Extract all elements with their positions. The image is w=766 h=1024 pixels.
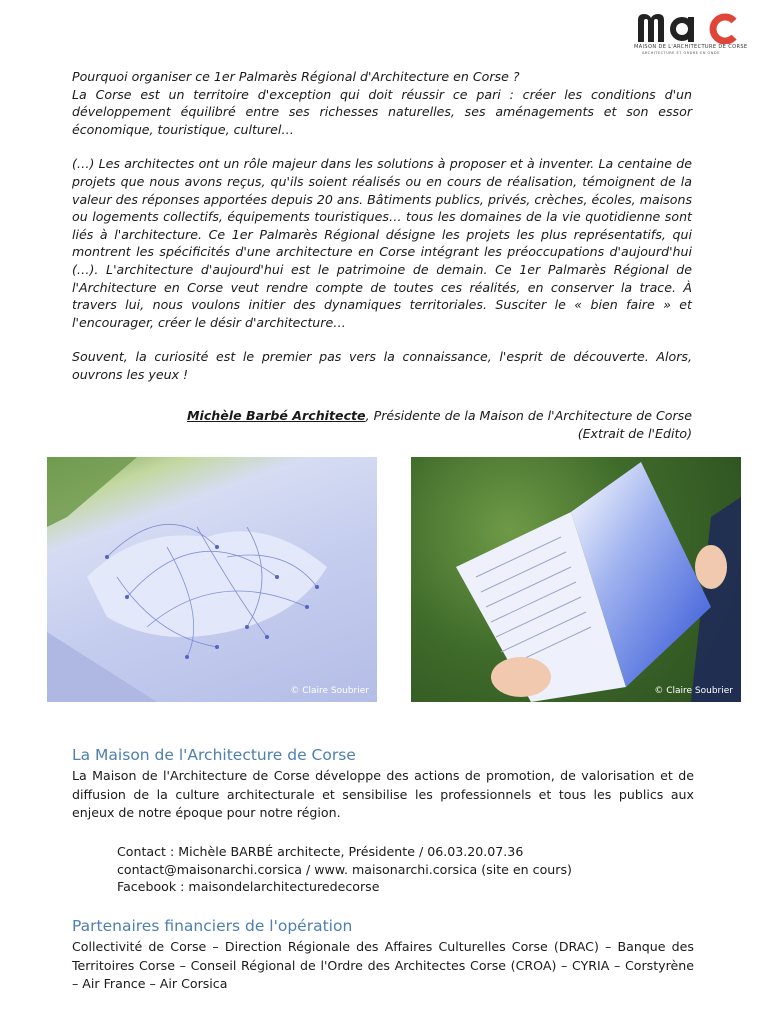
book-map-illustration xyxy=(47,457,377,702)
section-title-maison: La Maison de l'Architecture de Corse xyxy=(72,746,356,764)
photo-book-map xyxy=(47,457,377,702)
edito-paragraph-3: Souvent, la curiosité est le premier pas vers la connaissance, l'esprit de découverte. Alors, ouvrons les yeux ! xyxy=(72,349,692,382)
edito-paragraph-1: La Corse est un territoire d'exception qui doit réussir ce pari : créer les conditions d'un développement équilibré entre ses richesses naturelles, ses aménagements et son essor économique, touristique, culturel… xyxy=(72,86,692,137)
signature-note: (Extrait de l'Edito) xyxy=(577,425,692,441)
mac-logo xyxy=(634,8,754,56)
section-title-partenaires: Partenaires financiers de l'opération xyxy=(72,917,353,935)
photo-credit-left: © Claire Soubrier xyxy=(290,686,369,696)
mac-logo-mark xyxy=(634,8,754,44)
photo-credit-right: © Claire Soubrier xyxy=(654,686,733,696)
book-grass-illustration xyxy=(411,457,741,702)
email-website-line[interactable]: contact@maisonarchi.corsica / www. maisonarchi.corsica (site en cours) xyxy=(117,861,572,877)
edito-signature xyxy=(72,407,692,442)
partenaires-list: Collectivité de Corse – Direction Régionale des Affaires Culturelles Corse (DRAC) – Banque des Territoires Corse – Conseil Régional de l'Ordre des Architectes Corse (CROA) – CYRIA – Corstyrène – Air France – Air Corsica xyxy=(72,939,694,991)
maison-description: La Maison de l'Architecture de Corse développe des actions de promotion, de valorisation et de diffusion de la culture architecturale et sensibilise les professionnels et tous les publics aux enjeux de notre époque pour notre région. xyxy=(72,768,694,820)
facebook-line[interactable]: Facebook : maisondelarchitecturedecorse xyxy=(117,879,380,894)
logo-subtitle: MAISON DE L'ARCHITECTURE DE CORSE xyxy=(634,44,748,50)
contact-block xyxy=(117,843,717,896)
contact-line: Contact : Michèle BARBÉ architecte, Présidente / 06.03.20.07.36 xyxy=(117,844,524,859)
edito-question: Pourquoi organiser ce 1er Palmarès Régional d'Architecture en Corse ? xyxy=(72,69,520,84)
signature-name-link[interactable]: Michèle Barbé Architecte xyxy=(186,408,366,423)
edito-paragraph-2: (…) Les architectes ont un rôle majeur dans les solutions à proposer et à inventer. La centaine de projets que nous avons reçus, qu'ils soient réalisés ou en cours de réalisation, témoignent de la valeur des réponses apportées depuis 20 ans. Bâtiments publics, privés, crèches, écoles, maisons ou logements collectifs, équipements touristiques… tous les domaines de la vie quotidienne sont liés à l'architecture. Ce 1er Palmarès Régional désigne les projets les plus représentatifs, qui montrent les spécificités d'une architecture en Corse intégrant les préoccupations d'aujourd'hui (…). L'architecture d'aujourd'hui est le patrimoine de demain. Ce 1er Palmarès Régional de l'Architecture en Corse veut rendre compte de toutes ces réalités, en conserver la trace. À travers lui, nous voulons initier des dynamiques territoriales. Susciter le « bien faire » et l'encourager, créer le désir d'architecture… xyxy=(72,156,692,330)
signature-role: , Présidente de la Maison de l'Architecture de Corse xyxy=(365,408,692,423)
logo-tagline: ARCHITECTURE ET ORDRE EN ONDE xyxy=(642,51,720,55)
photo-book-grass xyxy=(411,457,741,702)
edito-text xyxy=(72,68,692,401)
